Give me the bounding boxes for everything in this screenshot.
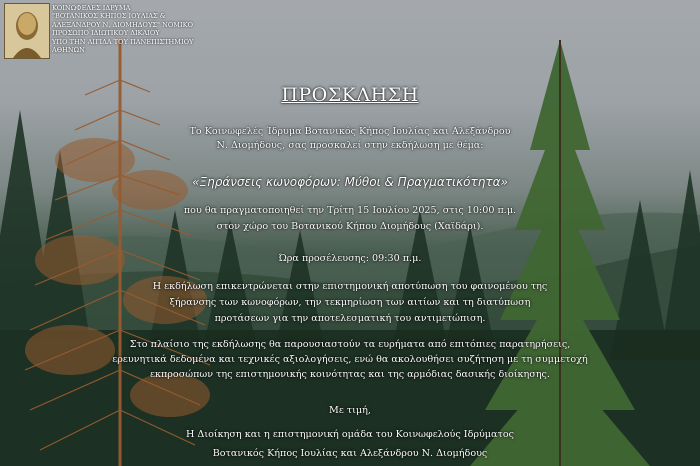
program-line: ερευνητικά δεδομένα και τεχνικές αξιολογήσεις, ενώ θα ακολουθήσει συζήτηση με τη συμμετοχή xyxy=(112,354,588,365)
signature-line: Βοτανικός Κήπος Ιουλίας και Αλεξάνδρου Ν. Διομήδους xyxy=(212,448,488,459)
closing-salutation: Με τιμή, xyxy=(329,405,371,416)
founder-portrait-logo xyxy=(4,3,50,59)
program-line: εκπροσώπων της επιστημονικής κοινότητας και της αρμόδιας δασικής διοίκησης. xyxy=(150,369,550,380)
program-line: Στο πλαίσιο της εκδήλωσης θα παρουσιαστούν τα ευρήματα από επιτόπιες παρατηρήσεις, xyxy=(129,339,571,350)
org-line: "ΒΟΤΑΝΙΚΟΣ ΚΗΠΟΣ ΙΟΥΛΙΑΣ & xyxy=(52,12,166,21)
org-line: ΥΠΟ ΤΗΝ ΑΙΓΙΔΑ ΤΟΥ ΠΑΝΕΠΙΣΤΗΜΙΟΥ xyxy=(52,37,194,46)
arrival-time: Ώρα προσέλευσης: 09:30 π.μ. xyxy=(278,253,422,264)
event-venue-line: στον χώρο του Βοτανικού Κήπου Διομήδους (Χαϊδάρι). xyxy=(216,221,484,232)
event-topic: «Ξηράνσεις κωνοφόρων: Μύθοι & Πραγματικότητα» xyxy=(192,175,508,189)
intro-line: Ν. Διομήδους, σας προσκαλεί στην εκδήλωση με θέμα: xyxy=(216,140,484,151)
description-line: Η εκδήλωση επικεντρώνεται στην επιστημονική αποτύπωση του φαινομένου της xyxy=(152,281,548,292)
page-header xyxy=(4,3,234,63)
intro-line: Το Κοινωφελές Ίδρυμα Βοτανικός Κήπος Ιουλίας και Αλεξάνδρου xyxy=(189,126,511,137)
org-line: ΠΡΟΣΩΠΟ ΙΔΙΩΤΙΚΟΥ ΔΙΚΑΙΟΥ xyxy=(52,29,160,38)
event-date-line: που θα πραγματοποιηθεί την Τρίτη 15 Ιουλίου 2025, στις 10:00 π.μ. xyxy=(183,205,517,216)
org-line: ΚΟΙΝΩΦΕΛΕΣ ΙΔΡΥΜΑ xyxy=(52,4,131,12)
signature-line: Η Διοίκηση και η επιστημονική ομάδα του Κοινωφελούς Ιδρύματος xyxy=(186,429,514,440)
invitation-title: ΠΡΟΣΚΛΗΣΗ xyxy=(281,84,419,106)
org-line: ΑΘΗΝΩΝ xyxy=(52,46,85,55)
description-line: ξήρανσης των κωνοφόρων, την τεκμηρίωση των αιτίων και τη διατύπωση xyxy=(169,297,531,308)
org-line: ΑΛΕΞΑΝΔΡΟΥ Ν. ΔΙΟΜΗΔΟΥΣ" ΝΟΜΙΚΟ xyxy=(52,20,193,29)
description-line: προτάσεων για την αποτελεσματική του αντιμετώπιση. xyxy=(214,313,486,324)
organization-name xyxy=(52,4,242,54)
